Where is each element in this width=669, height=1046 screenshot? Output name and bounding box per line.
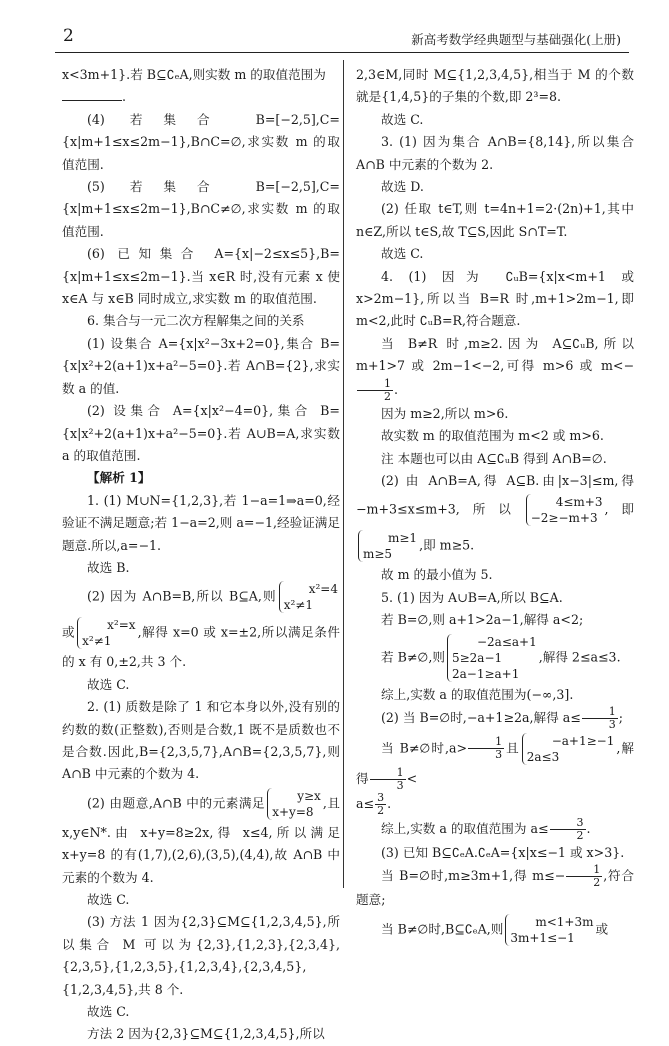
equation-system: −2a≤a+1 5≥2a−1 2a−1≥a+1: [447, 634, 537, 682]
equation-system: x²=4 x²≠1: [279, 581, 338, 613]
text-line: x<3m+1}.若 B⊆∁ₑA,则实数 m 的取值范围为: [62, 67, 326, 82]
text-line: 故 m 的最小值为 5.: [381, 567, 493, 583]
text-line: 2,3∈M,同时 M⊆{1,2,3,4,5},相当于 M 的个数就是{1,4,5}的子集的个数,即 2³=8.: [356, 67, 634, 105]
text-line: 故实数 m 的取值范围为 m<2 或 m>6.: [381, 428, 604, 444]
answer-3-2: (2) 任取 t∈T,则 t=4n+1=2·(2n)+1,其中 n∈Z,所以 t∈S,故 T⊆S,因此 S∩T=T.: [356, 201, 634, 239]
equation-system: y≥x x+y=8: [267, 788, 321, 820]
text-line: 当 B=∅时,m≥3m+1,得 m≤− $\frac{1}{2}$ ,符合题意;: [356, 863, 634, 908]
text-line: 当 B≠∅时,B⊆∁ₑA,则 m<1+3m 3m+1≤−1或: [381, 914, 609, 945]
text-line: 因为 m≥2,所以 m>6.: [381, 405, 509, 421]
answer-4-2: (2) 由 A∩B=A,得 A⊆B.由|x−3|≤m,得 −m+3≤x≤m+3,所以 4≤m+3 −2≥−m+3,即m≥1 m≥5,即 m≥5.: [356, 472, 634, 562]
question-6: (6) 已知集合 A={x|−2≤x≤5},B={x|m+1≤x≤2m−1}.当 x∈R 时,没有元素 x 使 x∈A 与 x∈B 同时成立,求实数 m 的取值范围.: [62, 246, 340, 307]
text-line: 若 B=∅,则 a+1>2a−1,解得 a<2;: [381, 612, 584, 628]
equation-system: 4≤m+3 −2≥−m+3: [526, 494, 603, 526]
answer-2-3-method1: (3) 方法 1 因为{2,3}⊆M⊆{1,2,3,4,5},所以集合 M 可以为{2,3},{1,2,3},{2,3,4},{2,3,5},{1,2,3,5},{1,2,3,4},{2,3,4,5},{1,2,3,4,5},共 8 个.: [62, 914, 340, 997]
conclusion: 故选 D.: [381, 179, 424, 195]
conclusion: 故选 C.: [87, 676, 130, 692]
text-line: 若 B≠∅,则−2a≤a+1 5≥2a−1 2a−1≥a+1,解得 2≤a≤3.: [381, 634, 621, 681]
column-divider: [343, 60, 344, 888]
fraction: $\frac{3}{2}$: [550, 817, 586, 842]
answer-5-3: (3) 已知 B⊆∁ₑA.∁ₑA={x|x≤−1 或 x>3}.: [381, 844, 625, 860]
fraction: $\frac{1}{3}$: [582, 706, 618, 731]
text-line: .: [62, 86, 340, 108]
equation-system: −a+1≥−1 2a≤3: [522, 733, 615, 765]
equation-system: x²=x x²≠1: [77, 617, 135, 649]
equation-system: m<1+3m 3m+1≤−1: [505, 914, 593, 946]
book-title: 新高考数学经典题型与基础强化(上册): [411, 32, 621, 47]
answer-3-1: 3. (1) 因为集合 A∩B={8,14},所以集合 A∩B 中元素的个数为 2.: [356, 134, 634, 172]
answer-1-1: 1. (1) M∪N={1,2,3},若 1−a=1⇒a=0,经验证不满足题意;若 1−a=2,则 a=−1,经验证满足题意.所以,a=−1.: [62, 492, 340, 553]
section6-q1: (1) 设集合 A={x|x²−3x+2=0},集合 B={x|x²+2(a+1)x+a²−5=0}.若 A∩B={2},求实数 a 的值.: [62, 335, 340, 396]
text-line: 综上,实数 a 的取值范围为(−∞,3].: [381, 686, 574, 702]
left-column: [62, 64, 340, 1046]
page-header: [55, 22, 629, 53]
question-4: (4) 若集合 B=[−2,5],C={x|m+1≤x≤2m−1},B∩C=∅,求实数 m 的取值范围.: [62, 111, 340, 172]
answer-2-2: (2) 由题意,A∩B 中的元素满足 y≥x x+y=8,且 x,y∈N*.由 x+y=8≥2x,得 x≤4,所以满足 x+y=8 的有(1,7),(2,6),(3,5),(4,4),故 A∩B 中元素的个数为 4.: [62, 788, 340, 885]
right-column: [356, 64, 634, 948]
answer-5-1: 5. (1) 因为 A∪B=A,所以 B⊆A.: [381, 589, 563, 605]
text-line: a≤ $\frac{3}{2}$ .: [356, 790, 392, 817]
page-number: 2: [63, 26, 74, 46]
answer-2-3-method2: 方法 2 因为{2,3}⊆M⊆{1,2,3,4,5},所以: [87, 1026, 325, 1042]
fraction: $\frac{1}{2}$: [357, 378, 393, 403]
text-line: 当 B≠R 时,m≥2.因为 A⊆∁ᵤB,所以 m+1>7 或 2m−1<−2,可得 m>6 或 m<− $\frac{1}{2}$ .: [356, 335, 634, 403]
answer-blank: [62, 88, 122, 101]
fraction: $\frac{1}{3}$: [370, 767, 406, 792]
fraction: $\frac{1}{2}$: [566, 864, 602, 889]
text-line: 当 B≠∅时,a> $\frac{1}{3}$ 且 −a+1≥−1 2a≤3,解得 $\frac{1}{3}$ <: [356, 733, 634, 792]
conclusion: 故选 C.: [381, 246, 424, 262]
answer-1-2: (2) 因为 A∩B=B,所以 B⊆A,则 x²=4 x²≠1或 x²=x x²≠1,解得 x=0 或 x=±2,所以满足条件的 x 有 0,±2,共 3 个.: [62, 582, 341, 670]
fraction: $\frac{3}{2}$: [377, 790, 385, 817]
answer-5-2: (2) 当 B=∅时,−a+1≥2a,解得 a≤ $\frac{1}{3}$ ;: [381, 704, 624, 731]
text-line: 综上,实数 a 的取值范围为 a≤ $\frac{3}{2}$ .: [381, 815, 591, 842]
question-5: (5) 若集合 B=[−2,5],C={x|m+1≤x≤2m−1},B∩C≠∅,求实数 m 的取值范围.: [62, 179, 340, 239]
answer-2-1: 2. (1) 质数是除了 1 和它本身以外,没有别的约数的数(正整数),否则是合数,1 既不是质数也不是合数.因此,B={2,3,5,7},A∩B={2,3,5,7},则 A∩B 中元素的个数为 4.: [62, 699, 340, 782]
conclusion: 故选 C.: [381, 111, 424, 127]
answer-4-1: 4. (1) 因为 ∁ᵤB={x|x<m+1 或 x>2m−1},所以当 B=R 时,m+1>2m−1,即 m<2,此时 ∁ᵤB=R,符合题意.: [356, 268, 634, 329]
analysis-heading: 【解析 1】: [87, 470, 151, 486]
conclusion: 故选 B.: [87, 559, 130, 575]
section-heading: 6. 集合与一元二次方程解集之间的关系: [87, 313, 305, 329]
fraction: $\frac{1}{3}$: [468, 736, 504, 761]
conclusion: 故选 C.: [87, 892, 130, 907]
note: 注 本题也可以由 A⊆∁ᵤB 得到 A∩B=∅.: [381, 450, 607, 466]
equation-system: m≥1 m≥5: [358, 530, 417, 562]
conclusion: 故选 C.: [87, 1004, 130, 1020]
section6-q2: (2) 设集合 A={x|x²−4=0},集合 B={x|x²+2(a+1)x+a²−5=0}.若 A∪B=A,求实数 a 的取值范围.: [62, 403, 340, 463]
